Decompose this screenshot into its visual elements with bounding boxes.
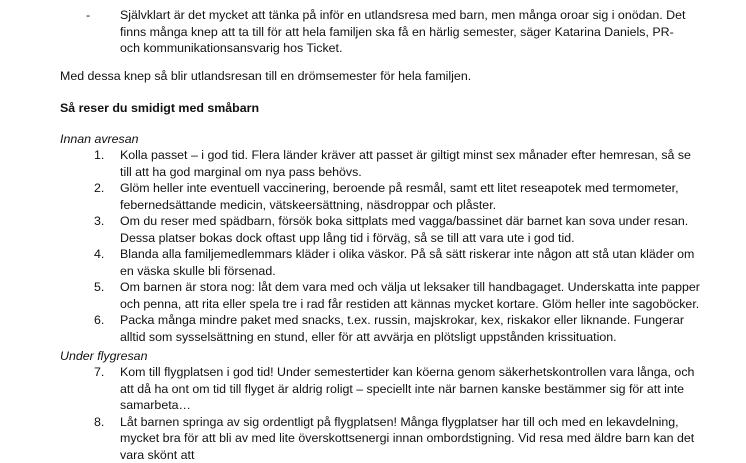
item-text: Glöm heller inte eventuell vaccinering, beroende på resmål, samt ett litet reseapotek med termometer, febernedsättande medicin, vätskeersättning, näsdroppar och plåster. xyxy=(120,180,705,213)
intro-paragraph: Med dessa knep så blir utlandsresan till en drömsemester för hela familjen. xyxy=(60,68,716,85)
list-item xyxy=(60,279,720,312)
item-text: Packa många mindre paket med snacks, t.ex. russin, majskrokar, kex, riskakor eller liknande. Fungerar alltid som sysselsättning en stund, eller för att avvärja en plötsligt uppstånden krissituation. xyxy=(120,312,705,345)
item-text: Kolla passet – i god tid. Flera länder kräver att passet är giltigt minst sex månader efter hemresan, så se till att ha god marginal om nya pass behövs. xyxy=(120,147,705,180)
item-text: Om du reser med spädbarn, försök boka sittplats med vagga/bassinet där barnet kan sova under resan. Dessa platser bokas dock oftast upp lång tid i förväg, så se till att vara ute i god tid. xyxy=(120,213,705,246)
item-text: Låt barnen springa av sig ordentligt på flygplatsen! Många flygplatser har till och med en lekavdelning, mycket bra för att bli av med lite överskottsenergi innan ombordstigning. Vid resa med äldre barn kan det vara skönt att xyxy=(120,414,705,463)
item-text: Om barnen är stora nog: låt dem vara med och välja ut leksaker till handbagaget. Underskatta inte papper och penna, att rita eller spela tre i rad får restiden att kännas mycket kortare. Glöm heller inte sagoböcker. xyxy=(120,279,705,312)
item-text: Kom till flygplatsen i god tid! Under semestertider kan köerna genom säkerhetskontrollen vara långa, och att då ha ont om tid till flyget är aldrig roligt – speciellt inte när barnen kanske bestämmer sig för att inte samarbeta… xyxy=(120,364,705,414)
item-number: 8. xyxy=(94,414,104,431)
list-item xyxy=(60,147,720,180)
item-number: 2. xyxy=(94,180,104,197)
item-number: 3. xyxy=(94,213,104,230)
section-heading: Så reser du smidigt med småbarn xyxy=(60,100,716,117)
list-item xyxy=(60,213,720,246)
list-item xyxy=(60,414,720,463)
subheading-during-flight: Under flygresan xyxy=(60,348,716,365)
checklist-before-departure xyxy=(60,147,720,345)
bullet-marker: - xyxy=(86,7,90,24)
item-number: 6. xyxy=(94,312,104,329)
item-number: 5. xyxy=(94,279,104,296)
list-item xyxy=(60,364,720,414)
intro-quote: Självklart är det mycket att tänka på inför en utlandsresa med barn, men många oroar sig i onödan. Det finns många knep att ta till för att hela familjen ska få en härlig semester, säger Katarina Daniels, PR- och kommunikationsansvarig hos Ticket. xyxy=(120,7,690,57)
item-number: 7. xyxy=(94,364,104,381)
list-item xyxy=(60,180,720,213)
item-number: 1. xyxy=(94,147,104,164)
checklist-during-flight xyxy=(60,364,720,463)
item-number: 4. xyxy=(94,246,104,263)
item-text: Blanda alla familjemedlemmars kläder i olika väskor. På så sätt riskerar inte någon att stå utan kläder om en väska skulle bli försenad. xyxy=(120,246,705,279)
subheading-before-departure: Innan avresan xyxy=(60,131,716,148)
list-item xyxy=(60,246,720,279)
list-item xyxy=(60,312,720,345)
